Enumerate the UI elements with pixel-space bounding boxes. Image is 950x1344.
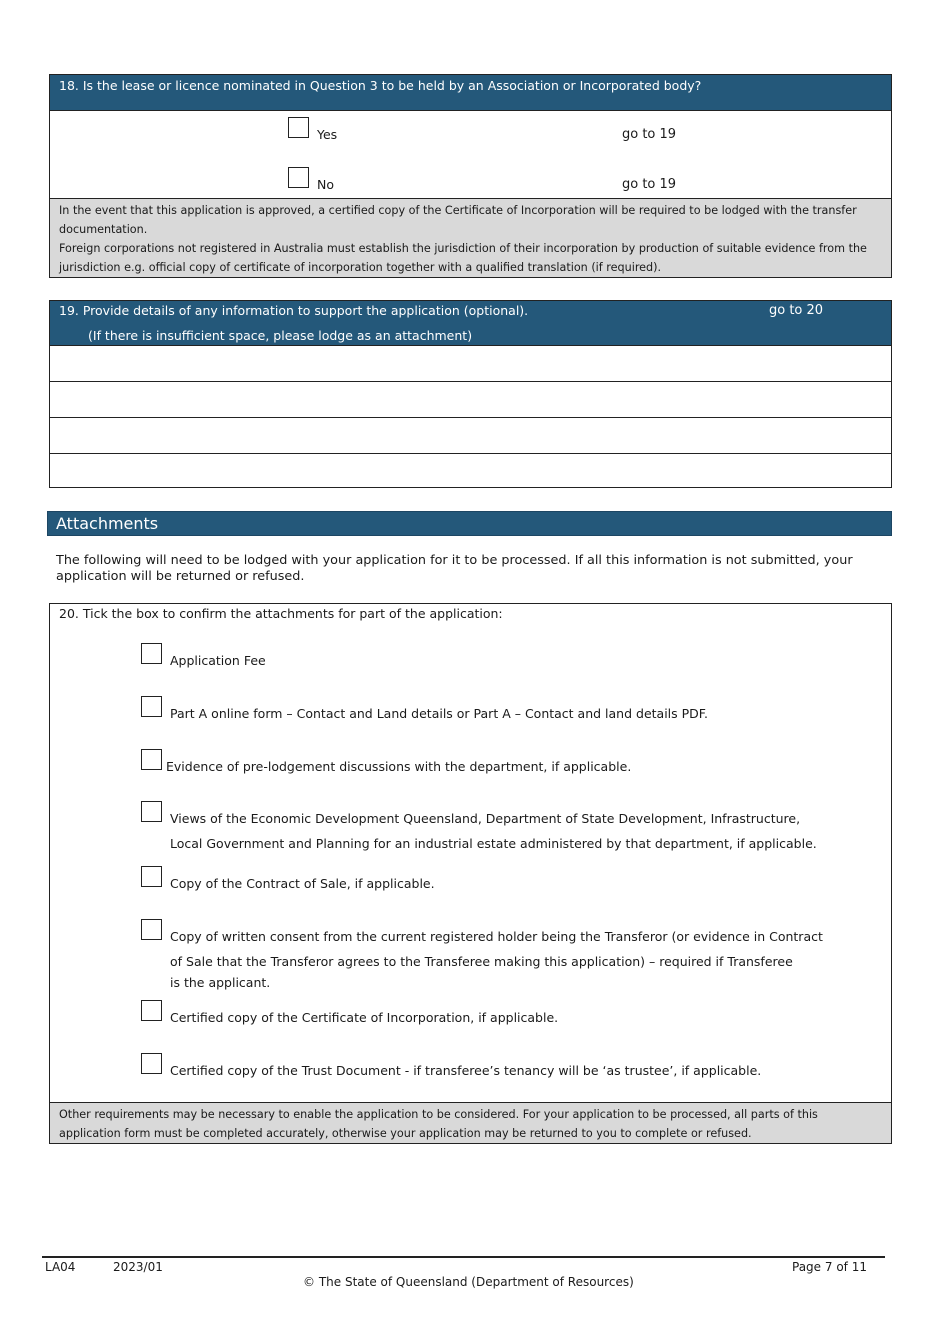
attachment-label-part-a: Part A online form – Contact and Land details or Part A – Contact and land details PDF. [170,706,708,721]
q18-note-line-2: Foreign corporations not registered in Australia must establish the jurisdiction of their incorporation by production of suitable evidence from the jurisdiction e.g. official copy of certificate of incorporation together with a qualified translation (if required). [59,242,867,274]
attachment-label-trust-document: Certified copy of the Trust Document - if transferee’s tenancy will be ‘as trustee’, if applicable. [170,1063,762,1078]
question-19-goto: go to 20 [769,303,824,318]
q20-note: Other requirements may be necessary to enable the application to be considered. For your application to be processed, all parts of this application form must be completed accurately, otherwise your application may be returned to you to complete or refused. [50,1102,891,1143]
attachment-checkbox-written-consent[interactable] [141,919,162,940]
question-19-text: 19. Provide details of any information to support the application (optional). [59,303,529,318]
q18-yes-checkbox[interactable] [288,117,309,138]
footer-version: 2023/01 [113,1260,163,1274]
attachments-heading-bar [47,511,892,536]
footer-form-code: LA04 [45,1260,76,1274]
q18-no-checkbox[interactable] [288,167,309,188]
question-18-text: 18. Is the lease or licence nominated in Question 3 to be held by an Association or Incorporated body? [59,78,702,93]
attachment-checkbox-edq-views[interactable] [141,801,162,822]
attachments-intro: The following will need to be lodged with your application for it to be processed. If all this information is not submitted, your application will be returned or refused. [56,553,853,584]
attachment-label-written-consent-line-2: of Sale that the Transferor agrees to the Transferee making this application) – required if Transferee [170,954,793,969]
attachment-checkbox-pre-lodgement[interactable] [141,749,162,770]
question-18-section [49,74,892,278]
footer-copyright: © The State of Queensland (Department of Resources) [303,1275,634,1289]
attachment-checkbox-contract-of-sale[interactable] [141,866,162,887]
footer-page-number: Page 7 of 11 [792,1260,867,1274]
question-19-section [49,300,892,488]
q19-answer-line-1[interactable] [50,346,891,381]
attachment-label-application-fee: Application Fee [170,653,266,668]
attachment-label-edq-views-line-2: Local Government and Planning for an industrial estate administered by that department, if applicable. [170,836,817,851]
question-19-subtext: (If there is insufficient space, please lodge as an attachment) [88,328,473,343]
question-19-header [50,301,891,345]
attachment-checkbox-trust-document[interactable] [141,1053,162,1074]
q19-answer-line-4[interactable] [50,454,891,487]
q19-answer-line-2[interactable] [50,382,891,417]
question-20-section [49,603,892,1144]
attachment-checkbox-part-a[interactable] [141,696,162,717]
q19-answer-line-3[interactable] [50,418,891,453]
attachments-heading: Attachments [56,514,159,533]
attachment-label-written-consent-line-3: is the applicant. [170,975,271,990]
attachment-label-edq-views-line-1: Views of the Economic Development Queensland, Department of State Development, Infrastructure, [170,811,801,826]
q18-no-goto: go to 19 [622,177,677,192]
q18-yes-goto: go to 19 [622,127,677,142]
q18-note [50,198,891,277]
q18-no-label: No [317,177,334,192]
attachment-checkbox-certificate-of-incorporation[interactable] [141,1000,162,1021]
attachment-label-certificate-of-incorporation: Certified copy of the Certificate of Incorporation, if applicable. [170,1010,559,1025]
q18-note-line-1: In the event that this application is approved, a certified copy of the Certificate of Incorporation will be required to be lodged with the transfer documentation. [59,204,857,236]
attachment-label-pre-lodgement: Evidence of pre-lodgement discussions with the department, if applicable. [166,759,632,774]
q18-yes-label: Yes [317,127,338,142]
question-20-text: 20. Tick the box to confirm the attachments for part of the application: [59,606,503,621]
attachment-label-contract-of-sale: Copy of the Contract of Sale, if applicable. [170,876,435,891]
question-18-header [50,75,891,111]
attachment-label-written-consent-line-1: Copy of written consent from the current registered holder being the Transferor (or evidence in Contract [170,929,823,944]
attachment-checkbox-application-fee[interactable] [141,643,162,664]
footer-rule [42,1256,885,1258]
